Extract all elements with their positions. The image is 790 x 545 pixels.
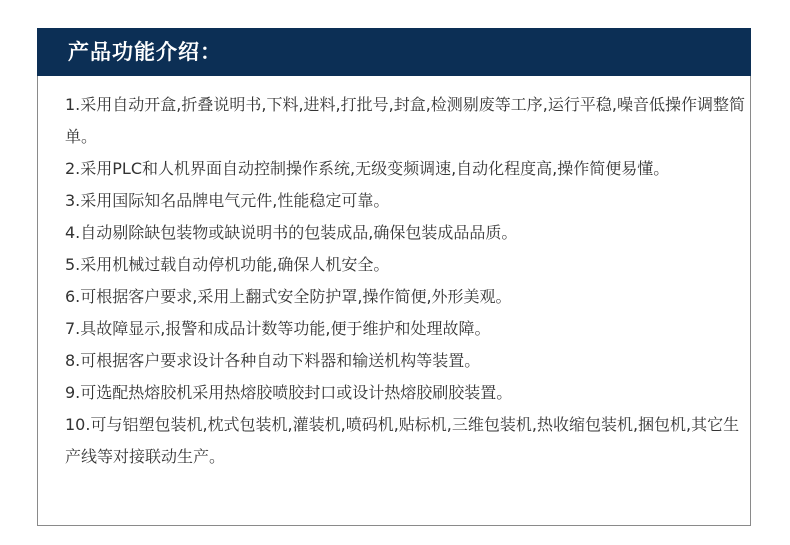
panel-title: 产品功能介绍： [68,40,222,64]
panel-header [37,28,751,76]
product-features-panel [37,28,751,526]
feature-item-1: 1.采用自动开盒,折叠说明书,下料,进料,打批号,封盒,检测剔废等工序,运行平稳,噪音低操作调整简单。 [65,95,745,146]
feature-item-6: 6.可根据客户要求,采用上翻式安全防护罩,操作简便,外形美观。 [65,287,512,306]
feature-item-3: 3.采用国际知名品牌电气元件,性能稳定可靠。 [65,191,390,210]
feature-item-10: 10.可与铝塑包装机,枕式包装机,灌装机,喷码机,贴标机,三维包装机,热收缩包装机,捆包机,其它生产线等对接联动生产。 [65,415,740,466]
feature-item-8: 8.可根据客户要求设计各种自动下料器和输送机构等装置。 [65,351,481,370]
feature-item-4: 4.自动剔除缺包装物或缺说明书的包装成品,确保包装成品品质。 [65,223,518,242]
feature-item-7: 7.具故障显示,报警和成品计数等功能,便于维护和处理故障。 [65,319,491,338]
feature-item-2: 2.采用PLC和人机界面自动控制操作系统,无级变频调速,自动化程度高,操作简便易懂。 [65,159,670,178]
feature-item-9: 9.可选配热熔胶机采用热熔胶喷胶封口或设计热熔胶刷胶装置。 [65,383,513,402]
feature-list [65,89,745,473]
feature-item-5: 5.采用机械过载自动停机功能,确保人机安全。 [65,255,390,274]
